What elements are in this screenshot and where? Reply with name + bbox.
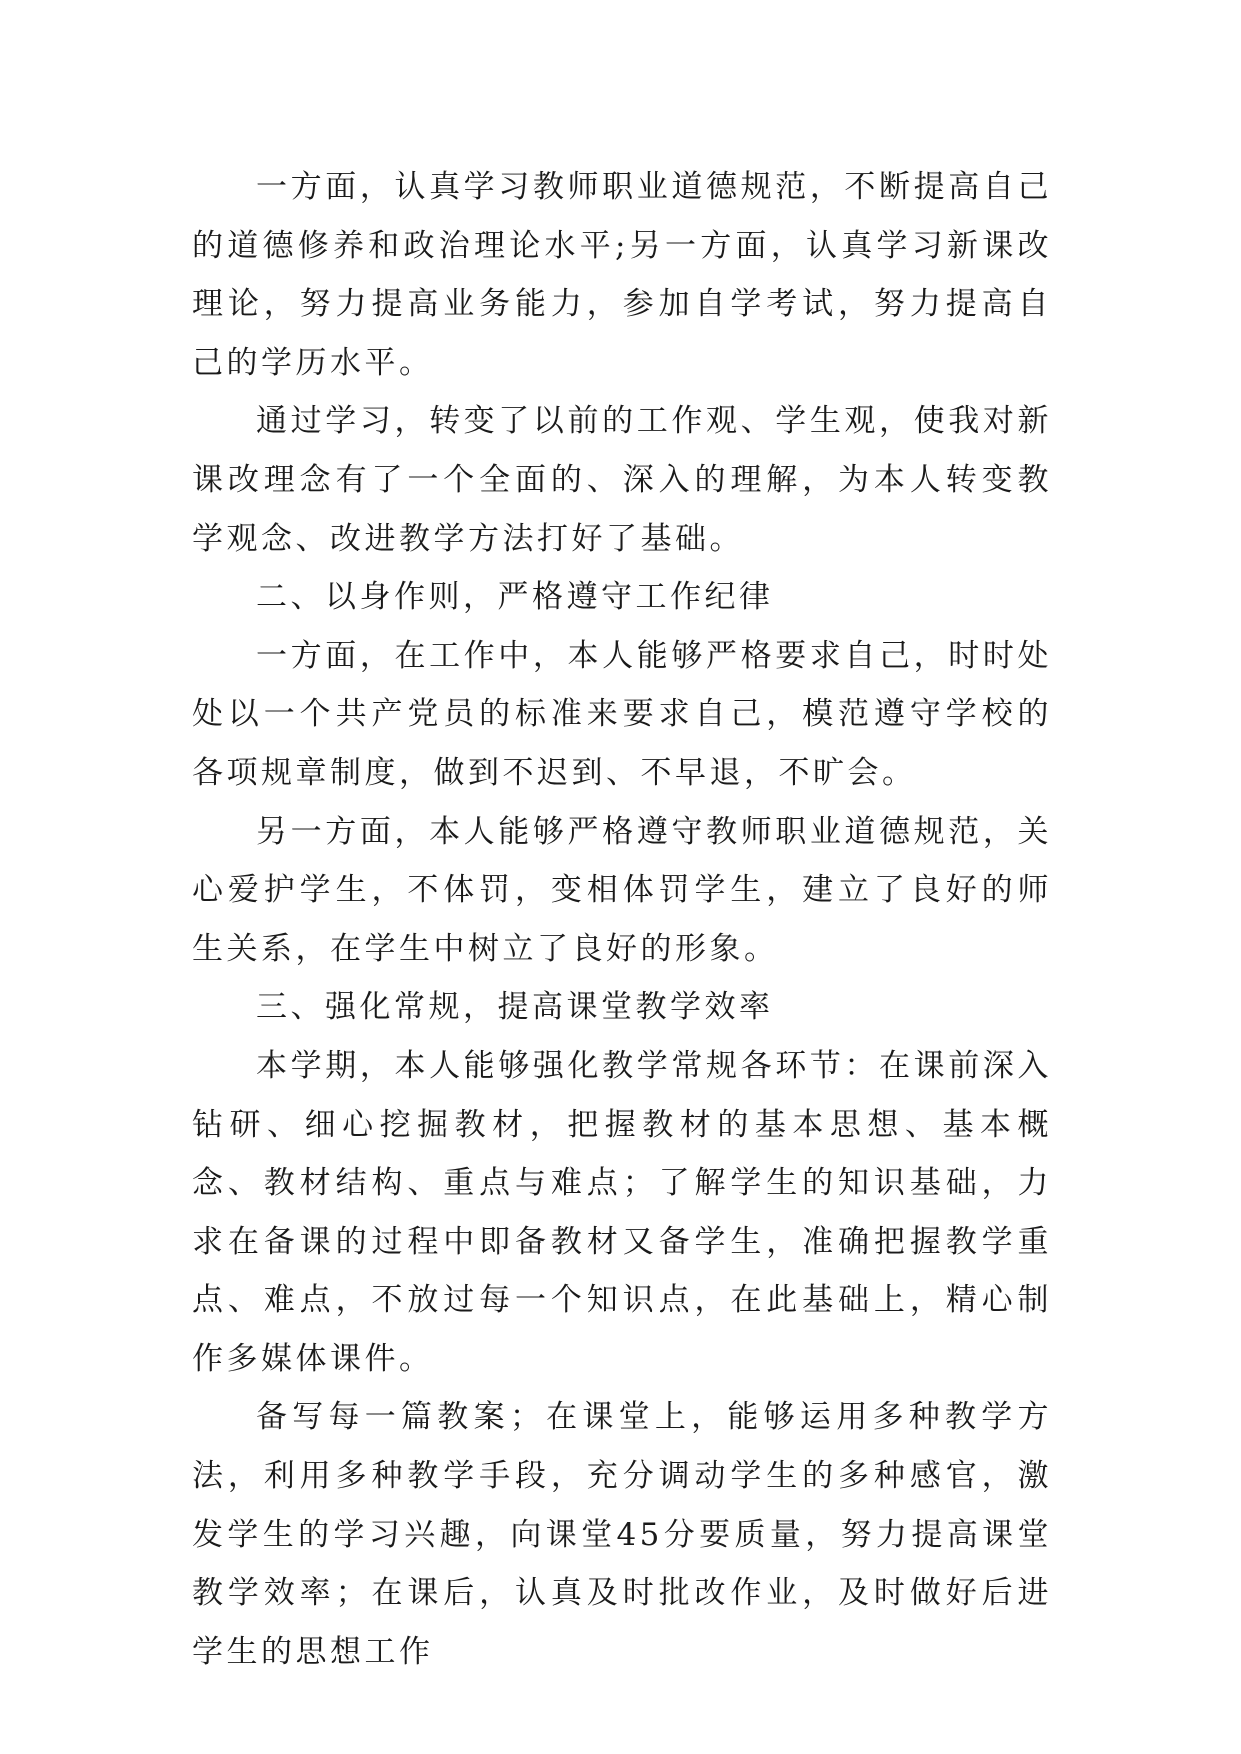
paragraph: 一方面，认真学习教师职业道德规范，不断提高自己的道德修养和政治理论水平;另一方面，认真学习新课改理论，努力提高业务能力，参加自学考试，努力提高自己的学历水平。 (192, 169, 1052, 381)
paragraph: 备写每一篇教案；在课堂上，能够运用多种教学方法，利用多种教学手段，充分调动学生的多种感官，激发学生的学习兴趣，向课堂45分要质量，努力提高课堂教学效率；在课后，认真及时批改作业，及时做好后进学生的思想工作 (192, 1399, 1052, 1670)
document-body (192, 158, 1052, 1681)
paragraph: 另一方面，本人能够严格遵守教师职业道德规范，关心爱护学生，不体罚，变相体罚学生，建立了良好的师生关系，在学生中树立了良好的形象。 (192, 813, 1052, 967)
paragraph: 一方面，在工作中，本人能够严格要求自己，时时处处以一个共产党员的标准来要求自己，模范遵守学校的各项规章制度，做到不迟到、不早退，不旷会。 (192, 637, 1052, 791)
section-heading: 二、以身作则，严格遵守工作纪律 (256, 579, 774, 616)
section-heading: 三、强化常规，提高课堂教学效率 (256, 989, 774, 1026)
paragraph: 通过学习，转变了以前的工作观、学生观，使我对新课改理念有了一个全面的、深入的理解，为本人转变教学观念、改进教学方法打好了基础。 (192, 403, 1052, 557)
paragraph: 本学期，本人能够强化教学常规各环节：在课前深入钻研、细心挖掘教材，把握教材的基本思想、基本概念、教材结构、重点与难点；了解学生的知识基础，力求在备课的过程中即备教材又备学生，准确把握教学重点、难点，不放过每一个知识点，在此基础上，精心制作多媒体课件。 (192, 1047, 1052, 1377)
